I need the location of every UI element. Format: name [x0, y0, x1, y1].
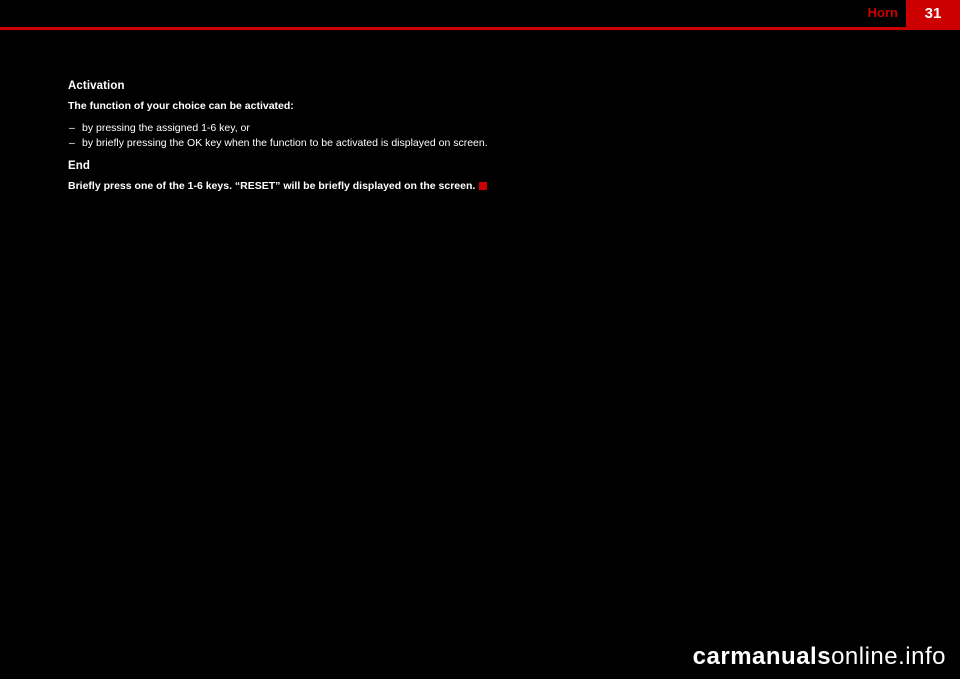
activation-heading: Activation — [68, 80, 125, 92]
bullet-dash-icon: – — [69, 137, 75, 149]
activation-bullet-list — [68, 122, 498, 150]
page-content — [68, 80, 498, 193]
end-heading: End — [68, 160, 91, 172]
activation-intro: The function of your choice can be activated: — [68, 100, 294, 112]
end-text: Briefly press one of the 1-6 keys. “RESET” will be briefly displayed on the screen. — [68, 180, 476, 192]
watermark — [693, 643, 946, 671]
page-number: 31 — [906, 0, 960, 27]
list-item — [68, 137, 498, 150]
watermark-part3: .info — [898, 643, 946, 670]
header-title: Horn — [867, 5, 898, 20]
watermark-part2: online — [831, 643, 899, 670]
header-divider — [0, 27, 960, 30]
list-item-label: by briefly pressing the OK key when the function to be activated is displayed on screen. — [82, 137, 488, 149]
page-header — [0, 0, 960, 27]
watermark-part1: carmanuals — [692, 643, 832, 670]
list-item — [68, 122, 498, 135]
list-item-label: by pressing the assigned 1-6 key, or — [82, 122, 250, 134]
bullet-dash-icon: – — [69, 122, 75, 134]
end-text-block — [68, 180, 498, 193]
end-of-section-marker-icon — [479, 182, 487, 190]
